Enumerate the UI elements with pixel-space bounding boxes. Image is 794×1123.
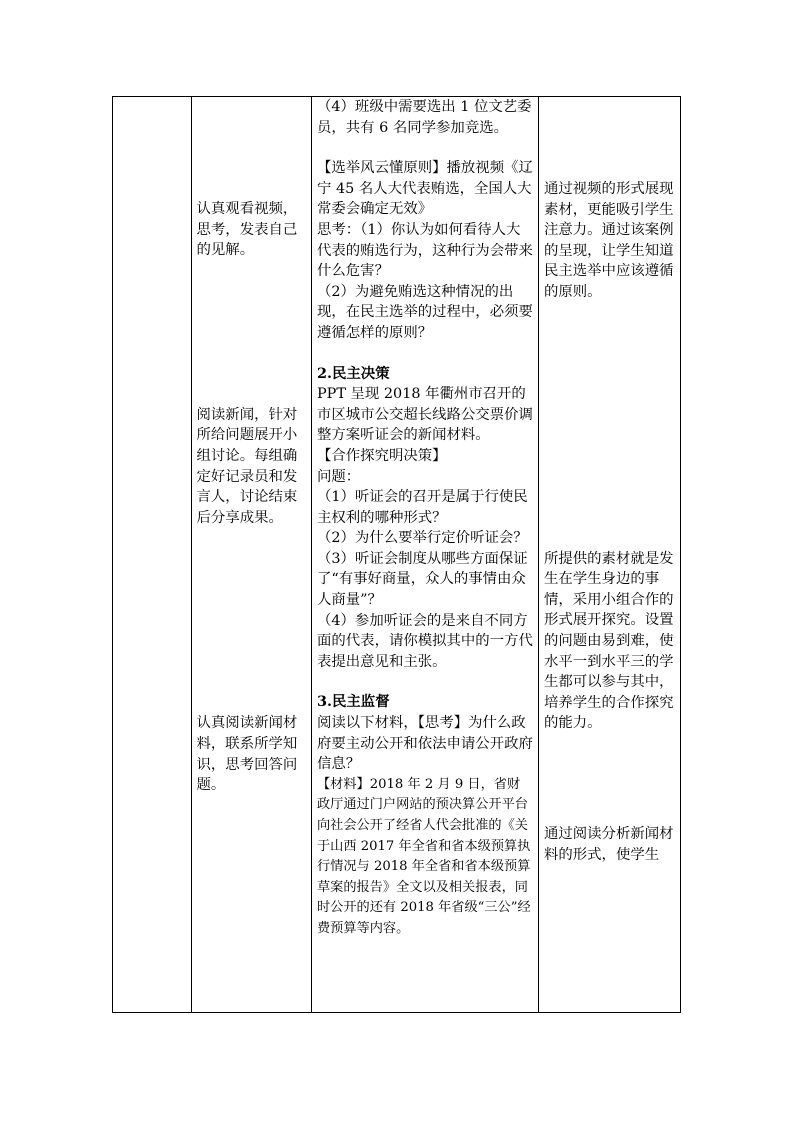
student-activity-cell — [191, 97, 311, 1013]
section-2-question-3: （3）听证会制度从哪些方面保证了“有事好商量，众人的事情由众人商量”？ — [317, 550, 528, 609]
section-2-question-1: （1）听证会的召开是属于行使民主权利的哪种形式？ — [317, 489, 528, 526]
teaching-stage-cell — [113, 97, 192, 1013]
student-activity-video: 认真观看视频，思考，发表自己的见解。 — [196, 201, 298, 259]
design-intent-video: 通过视频的形式展现素材，更能吸引学生注意力。通过该案例的呈现，让学生知道民主选举中应该遵循的原则。 — [543, 181, 674, 300]
design-intent-reading: 通过阅读分析新闻材料的形式，使学生 — [543, 825, 674, 863]
section-2-question-4: （4）参加听证会的是来自不同方面的代表，请你模拟其中的一方代表提出意见和主张。 — [317, 612, 533, 670]
section-3-material: 【材料】2018 年 2 月 9 日，省财政厅通过门户网站的预决算公开平台向社会公开了经省人代会批准的《关于山西 2017 年全省和省本级预算执行情况与 2018 年全省和省本级预算草案的报告》全文以及相关报表，同时公开的还有 2018 年省级“三公”经费预算等内容。 — [317, 776, 531, 936]
lesson-plan-table — [112, 96, 681, 1013]
video-intro: 【选举风云懂原则】播放视频《辽宁 45 名人大代表贿选，全国人大常委会确定无效》 — [317, 160, 533, 218]
teacher-activity-cell — [312, 97, 539, 1013]
section-3-heading: 3.民主监督 — [317, 693, 390, 711]
design-intent-cell — [538, 97, 680, 1013]
student-activity-reading: 认真阅读新闻材料，联系所学知识，思考回答问题。 — [196, 715, 298, 794]
section-2-intro: PPT 呈现 2018 年衢州市召开的市区城市公交超长线路公交票价调整方案听证会的新闻材料。 — [317, 386, 533, 444]
video-question-2: （2）为避免贿选这种情况的出现，在民主选举的过程中，必须要遵循怎样的原则？ — [317, 283, 533, 341]
section-2-question-label: 问题： — [317, 468, 361, 485]
student-activity-discussion: 阅读新闻，针对所给问题展开小组讨论。每组确定好记录员和发言人，讨论结束后分享成果。 — [196, 406, 298, 526]
video-question-1: 思考：（1）你认为如何看待人大代表的贿选行为，这种行为会带来什么危害？ — [317, 221, 533, 280]
section-2-coop-title: 【合作探究明决策】 — [317, 447, 447, 464]
election-item-4: （4）班级中需要选出 1 位文艺委员，共有 6 名同学参加竞选。 — [317, 99, 532, 136]
section-2-heading: 2.民主决策 — [317, 364, 390, 382]
design-intent-cooperation: 所提供的素材就是发生在学生身边的事情，采用小组合作的形式展开探究。设置的问题由易到难，使水平一到水平三的学生都可以参与其中，培养学生的合作探究的能力。 — [543, 550, 674, 732]
section-2-question-2: （2）为什么要举行定价听证会？ — [317, 530, 528, 547]
section-3-intro: 阅读以下材料，【思考】为什么政府要主动公开和依法申请公开政府信息？ — [317, 715, 533, 773]
table-row — [113, 97, 681, 1013]
